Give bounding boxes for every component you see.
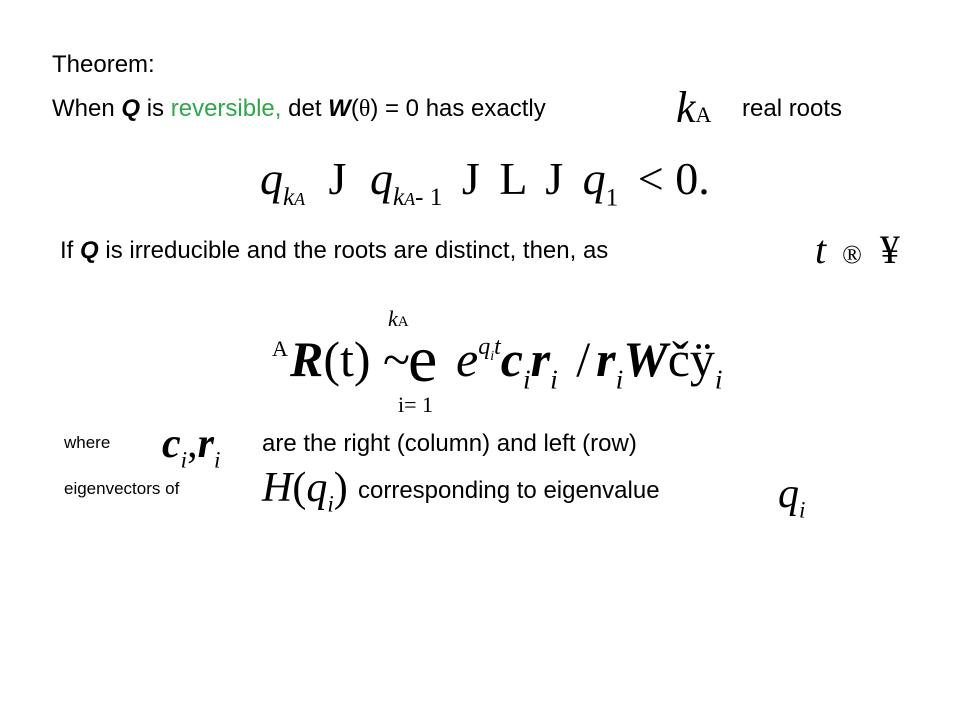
c-bold: c: [500, 331, 523, 387]
eigenvalue-description: corresponding to eigenvalue: [358, 477, 660, 504]
geq-symbol-2: J: [461, 153, 480, 204]
theorem-label: Theorem:: [52, 51, 155, 78]
w-bold: W: [623, 331, 668, 387]
c-r-vectors: $c_i,r_i$: [162, 421, 221, 473]
sum-lower-limit: i= 1: [398, 392, 434, 417]
is-word: is: [146, 95, 165, 122]
r-of-t: [290, 330, 410, 388]
matrix-w: W: [328, 95, 351, 122]
where-label: where: [64, 433, 111, 452]
r-bold: R: [290, 331, 324, 387]
matrix-q: Q: [121, 95, 141, 122]
geq-symbol-1: J: [328, 153, 347, 204]
division-slash: /: [576, 331, 591, 387]
q-i-eigenvalue: $q_i$: [778, 471, 806, 523]
sum-upper-limit: kA: [388, 306, 409, 331]
t-limit: [815, 226, 900, 273]
r-bold-denom: r: [596, 331, 616, 387]
sum-symbol: e: [408, 323, 438, 396]
root-ordering: $q_{kA}$ J $q_{kA- 1}$ J L J $q_1 < 0$.: [260, 153, 710, 212]
t-variable: t: [815, 227, 827, 272]
r-bold-term: r: [530, 331, 551, 387]
when-word: When: [52, 95, 115, 122]
equation-rest: ) = 0 has exactly: [370, 95, 546, 122]
eigenvector-description: are the right (column) and left (row): [262, 430, 637, 457]
det-word: det: [288, 95, 322, 122]
less-than-zero: < 0.: [637, 153, 710, 204]
irreducible-statement: [60, 237, 608, 265]
theta-symbol: θ: [358, 96, 371, 122]
geq-symbol-3: J: [545, 153, 564, 204]
derivative-glyph: č: [667, 331, 690, 387]
prefix-a: A: [272, 336, 288, 361]
arrow-glyph: ®: [842, 240, 862, 269]
k-letter: k: [676, 83, 696, 132]
exp-e: e: [456, 331, 479, 387]
q-kA-minus-1: q: [369, 153, 393, 204]
ellipsis-symbol: L: [499, 153, 526, 204]
h-of-q: $H(q_i)$: [262, 465, 348, 517]
reversible-word: reversible,: [170, 95, 282, 122]
sum-term: $e^{q_it}c_ir_i$ / $r_iWčÿ_i$: [456, 331, 723, 395]
theorem-statement: [52, 95, 546, 123]
irreducible-rest: is irreducible and the roots are distinct, then, as: [105, 237, 609, 264]
y-glyph: ÿ: [689, 331, 715, 387]
k-a-symbol: [676, 82, 711, 133]
infinity-glyph: ¥: [879, 227, 900, 272]
paren-t-tilde: (t) ~: [323, 331, 411, 387]
q-kA: q: [260, 153, 283, 204]
eigenvectors-label: eigenvectors of: [64, 479, 180, 498]
if-word: If: [60, 237, 74, 264]
real-roots-text: real roots: [742, 95, 843, 122]
q-1: q: [582, 153, 606, 204]
matrix-q-2: Q: [80, 237, 99, 264]
a-subscript: A: [695, 102, 712, 127]
paren-open: (: [350, 95, 359, 122]
